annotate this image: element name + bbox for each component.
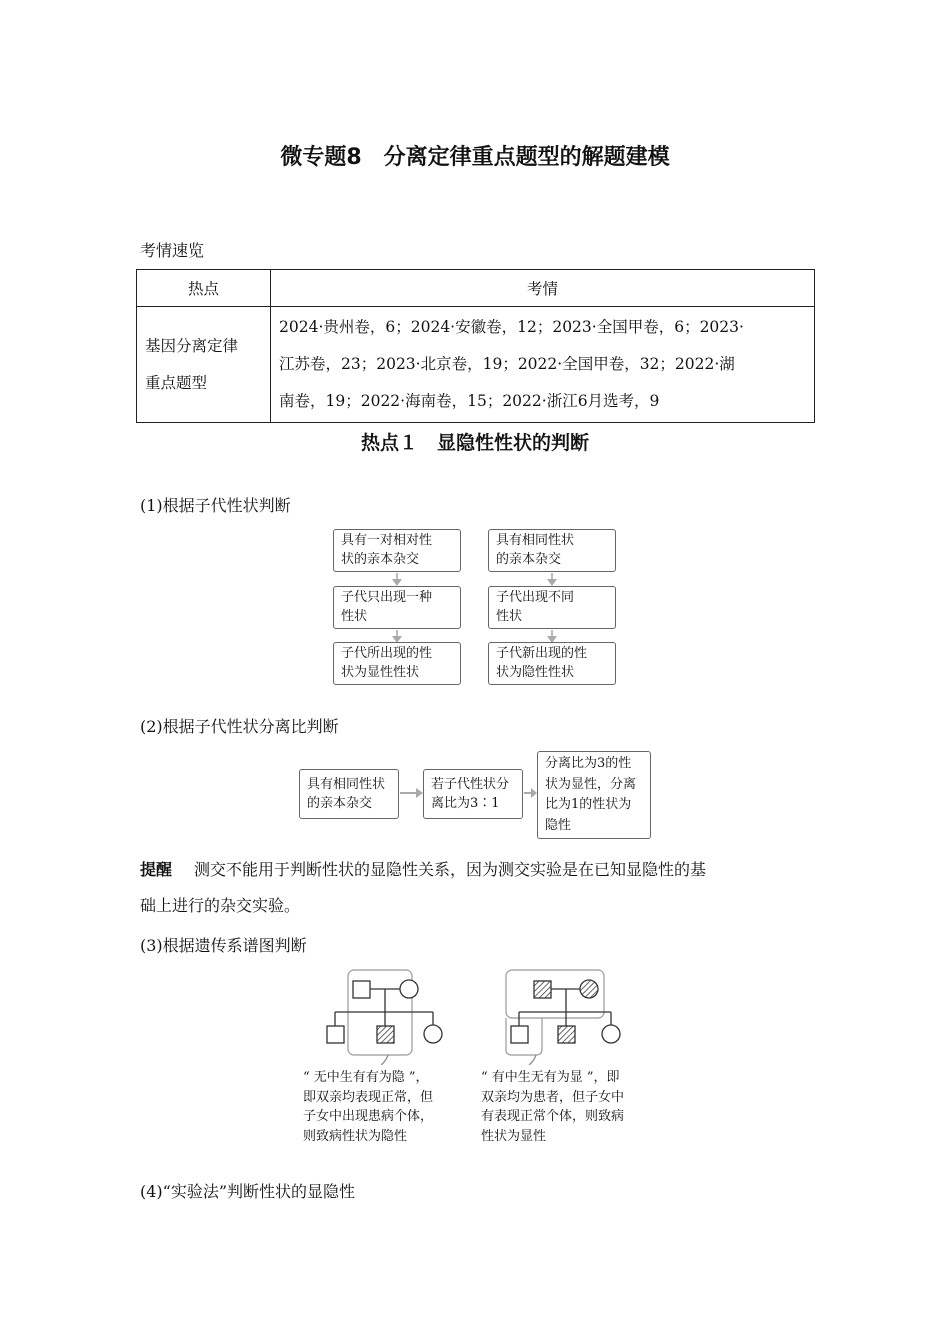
page-title: 微专题8 分离定律重点题型的解题建模 — [280, 145, 670, 170]
exam-line: 2024·贵州卷，6；2024·安徽卷，12；2023·全国甲卷，6；2023· — [279, 318, 744, 336]
son-normal-square — [327, 1026, 344, 1043]
flow-box: 若子代性状分 离比为3∶1 — [423, 769, 523, 819]
section1-label: (1)根据子代性状判断 — [140, 496, 291, 515]
daughter-normal-circle — [602, 1025, 620, 1043]
flow-box: 具有相同性状 的亲本杂交 — [299, 769, 399, 819]
flow-box: 具有相同性状 的亲本杂交 — [488, 529, 616, 572]
caption-line: 性状为显性 — [481, 1128, 547, 1144]
arrow-right-icon — [400, 786, 424, 800]
arrow-down-icon — [392, 579, 402, 586]
arrow-down-icon — [547, 579, 557, 586]
flow-box: 子代所出现的性 状为显性性状 — [333, 642, 461, 685]
table-header-row — [137, 270, 815, 307]
flow-box: 具有一对相对性 状的亲本杂交 — [333, 529, 461, 572]
hotspot-title: 热点１ 显隐性性状的判断 — [360, 432, 589, 454]
arrow-right-icon — [524, 786, 538, 800]
mother-normal-circle — [400, 980, 418, 998]
exam-line: 江苏卷，23；2023·北京卷，19；2022·全国甲卷，32；2022·湖 — [279, 355, 735, 373]
tip-text: 础上进行的杂交实验。 — [140, 896, 301, 915]
caption-line: 即双亲均表现正常，但 — [303, 1089, 434, 1105]
tip-block — [140, 852, 820, 924]
section2-label: (2)根据子代性状分离比判断 — [140, 717, 339, 736]
son-normal-square — [511, 1026, 528, 1043]
header-exam: 考情 — [271, 270, 815, 307]
exam-line: 南卷，19；2022·海南卷，15；2022·浙江6月选考，9 — [279, 392, 660, 410]
pedigree-dominant — [506, 970, 620, 1065]
overview-label: 考情速览 — [140, 241, 205, 260]
tip-label: 提醒 — [140, 860, 173, 879]
pedigree-diagrams — [300, 965, 660, 1065]
topic-cell — [137, 307, 271, 423]
section4-label: (4)“实验法”判断性状的显隐性 — [140, 1182, 356, 1201]
caption-line: 双亲均为患者，但子女中 — [481, 1089, 625, 1105]
caption-line: 子女中出现患病个体， — [303, 1109, 434, 1124]
mother-affected-circle — [580, 980, 598, 998]
pedigree-recessive — [327, 970, 442, 1065]
header-hotspot: 热点 — [137, 270, 271, 307]
flow-box: 子代新出现的性 状为隐性性状 — [488, 642, 616, 685]
table-row — [137, 307, 815, 423]
caption-dominant — [481, 1068, 624, 1146]
exam-overview-table — [136, 269, 815, 423]
flow-box: 分离比为3的性 状为显性，分离 比为1的性状为 隐性 — [537, 751, 651, 839]
caption-line: 有表现正常个体，则致病 — [481, 1109, 625, 1124]
father-affected-square — [534, 981, 551, 998]
caption-recessive — [303, 1068, 433, 1146]
topic-line: 基因分离定律 — [145, 336, 239, 355]
flow-box: 子代出现不同 性状 — [488, 586, 616, 629]
father-normal-square — [353, 981, 370, 998]
caption-line: 则致病性状为隐性 — [303, 1128, 408, 1144]
son-affected-square — [377, 1026, 394, 1043]
caption-line: “ 无中生有有为隐 ”， — [303, 1070, 429, 1085]
topic-line: 重点题型 — [145, 373, 208, 392]
son-affected-square — [558, 1026, 575, 1043]
flow-box: 子代只出现一种 性状 — [333, 586, 461, 629]
daughter-normal-circle — [424, 1025, 442, 1043]
tip-text: 测交不能用于判断性状的显隐性关系，因为测交实验是在已知显隐性的基 — [194, 860, 707, 879]
section3-label: (3)根据遗传系谱图判断 — [140, 936, 307, 955]
caption-line: “ 有中生无有为显 ”，即 — [481, 1070, 620, 1085]
exam-cell — [271, 307, 815, 423]
